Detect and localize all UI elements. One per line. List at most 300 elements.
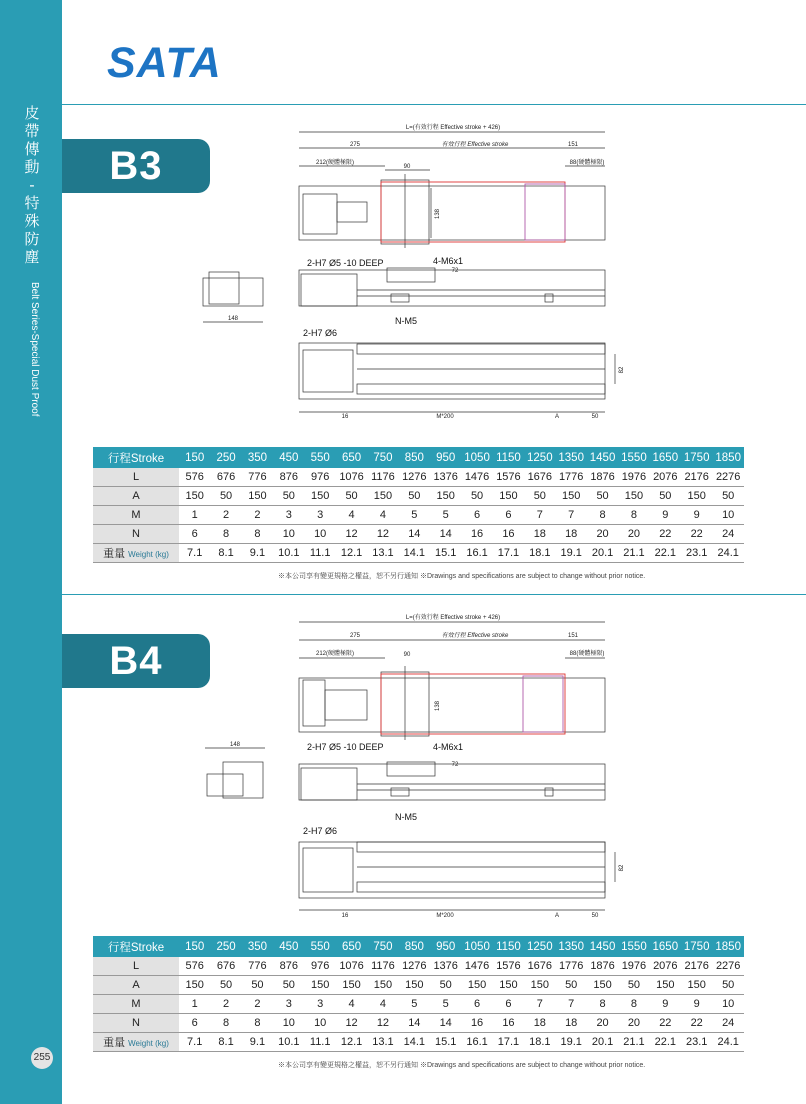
table-cell: 9: [650, 995, 681, 1014]
table-cell: 18: [524, 525, 555, 544]
table-cell: 3: [305, 995, 336, 1014]
table-row: [93, 544, 744, 563]
label-tap: 4-M6x1: [433, 742, 464, 752]
table-cell: 750: [367, 447, 398, 468]
table-cell: 7: [524, 995, 555, 1014]
dim-carriage: 90: [403, 164, 411, 170]
table-row: [93, 506, 744, 525]
label-base-pin: 2-H7 Ø6: [303, 826, 338, 836]
dim-total-length: L=(有效行程 Effective stroke + 426): [405, 125, 501, 131]
dim-bottom-right: 50: [591, 913, 599, 919]
table-cell: 17.1: [493, 1033, 524, 1052]
table-cell: 1850: [712, 936, 744, 957]
table-cell: 576: [179, 468, 210, 487]
table-cell: 24.1: [712, 544, 744, 563]
table-cell: 50: [430, 976, 461, 995]
dim-bottom-left: 16: [341, 414, 349, 420]
dim-bottom-a: A: [554, 414, 560, 420]
table-cell: 11.1: [305, 1033, 336, 1052]
table-cell: 350: [242, 936, 273, 957]
table-cell: 450: [273, 936, 304, 957]
table-cell: 8: [210, 1014, 241, 1033]
dim-height: 138: [435, 700, 441, 712]
table-cell: 22.1: [650, 1033, 681, 1052]
table-cell: 3: [305, 506, 336, 525]
table-cell: 150: [179, 487, 210, 506]
table-cell: L: [93, 957, 179, 976]
disclaimer-note: ※本公司享有變更規格之權益，恕不另行通知 ※Drawings and specifications are subject to change without prior notice.: [278, 1062, 646, 1069]
table-cell: 6: [461, 995, 492, 1014]
dim-carriage: 90: [403, 652, 411, 658]
table-cell: 150: [556, 487, 587, 506]
table-cell: A: [93, 976, 179, 995]
table-cell: 250: [210, 447, 241, 468]
table-cell: 17.1: [493, 544, 524, 563]
table-cell: 950: [430, 447, 461, 468]
table-cell: 150: [336, 976, 367, 995]
table-cell: 22: [681, 525, 712, 544]
table-cell: 23.1: [681, 544, 712, 563]
table-row: [93, 995, 744, 1014]
table-cell: 16: [493, 525, 524, 544]
dim-bottom-left: 16: [341, 913, 349, 919]
table-cell: 150: [461, 976, 492, 995]
table-cell: 2276: [712, 468, 744, 487]
table-cell: 1650: [650, 936, 681, 957]
table-row: [93, 976, 744, 995]
table-cell: 50: [210, 487, 241, 506]
table-cell: 1576: [493, 468, 524, 487]
table-cell: 150: [305, 976, 336, 995]
table-cell: 1476: [461, 957, 492, 976]
table-cell: 8: [242, 1014, 273, 1033]
table-cell: 20: [587, 1014, 618, 1033]
dim-bottom-mid: M*200: [436, 913, 454, 919]
table-cell: 14: [430, 525, 461, 544]
label-pin-hole: 2-H7 Ø5 -10 DEEP: [307, 258, 384, 268]
table-header-row: [93, 936, 744, 957]
table-cell: 23.1: [681, 1033, 712, 1052]
table-cell: 50: [273, 487, 304, 506]
table-cell: 50: [399, 487, 430, 506]
dim-total-length: L=(有效行程 Effective stroke + 426): [405, 615, 501, 621]
table-cell: 50: [242, 976, 273, 995]
table-cell: 6: [179, 1014, 210, 1033]
table-cell: 1876: [587, 957, 618, 976]
dim-bottom-mid: M*200: [436, 414, 454, 420]
dim-right: 151: [567, 142, 579, 148]
table-cell: 8: [618, 506, 649, 525]
table-cell: 5: [430, 506, 461, 525]
table-cell: 576: [179, 957, 210, 976]
table-cell: 24.1: [712, 1033, 744, 1052]
table-cell: 8: [618, 995, 649, 1014]
model-tag-b4: B4: [62, 634, 210, 688]
table-cell: 9.1: [242, 1033, 273, 1052]
table-cell: 12: [336, 1014, 367, 1033]
sidebar-char: 殊: [24, 212, 40, 230]
table-cell: 2076: [650, 957, 681, 976]
table-cell: 850: [399, 447, 430, 468]
table-cell: 16.1: [461, 544, 492, 563]
dim-offset: 72: [451, 268, 459, 274]
table-cell: 1250: [524, 936, 555, 957]
table-cell: 20.1: [587, 544, 618, 563]
table-cell: 150: [242, 487, 273, 506]
table-cell: 1676: [524, 468, 555, 487]
table-cell: 1376: [430, 957, 461, 976]
table-cell: 150: [430, 487, 461, 506]
table-cell: 13.1: [367, 1033, 398, 1052]
table-cell: 22.1: [650, 544, 681, 563]
table-cell: M: [93, 995, 179, 1014]
dim-hard-limit-left: 212(硬體極限): [315, 651, 355, 657]
label-base-pin: 2-H7 Ø6: [303, 328, 338, 338]
table-cell: 50: [650, 487, 681, 506]
sidebar-char: -: [29, 176, 35, 194]
table-row: [93, 525, 744, 544]
table-cell: 1976: [618, 957, 649, 976]
table-cell: 5: [399, 995, 430, 1014]
sidebar: [0, 0, 62, 1104]
table-cell: M: [93, 506, 179, 525]
table-cell: 876: [273, 468, 304, 487]
dim-height: 138: [435, 208, 441, 220]
table-cell: 150: [681, 976, 712, 995]
table-cell: 1176: [367, 957, 398, 976]
table-cell: 976: [305, 468, 336, 487]
table-cell: 9.1: [242, 544, 273, 563]
dim-bottom-a: A: [554, 913, 560, 919]
table-cell: 8.1: [210, 544, 241, 563]
table-cell: 16: [461, 1014, 492, 1033]
table-cell: 重量 Weight (kg): [93, 544, 179, 563]
table-cell: 1050: [461, 447, 492, 468]
table-cell: 50: [461, 487, 492, 506]
table-cell: 2: [210, 506, 241, 525]
dim-stroke: 有效行程 Effective stroke: [441, 142, 509, 148]
table-cell: 1150: [493, 447, 524, 468]
table-cell: 150: [493, 487, 524, 506]
table-cell: 150: [179, 936, 210, 957]
table-cell: 150: [305, 487, 336, 506]
table-cell: 14.1: [399, 544, 430, 563]
table-cell: 150: [367, 976, 398, 995]
table-cell: 10.1: [273, 544, 304, 563]
table-cell: 676: [210, 957, 241, 976]
table-cell: 13.1: [367, 544, 398, 563]
table-cell: 1676: [524, 957, 555, 976]
label-base-tap: N-M5: [395, 812, 417, 822]
table-cell: 20.1: [587, 1033, 618, 1052]
table-cell: 150: [179, 447, 210, 468]
table-cell: 776: [242, 957, 273, 976]
logo-text: SATA: [107, 42, 222, 82]
table-cell: 10: [273, 1014, 304, 1033]
table-cell: 20: [587, 525, 618, 544]
table-cell: 6: [493, 995, 524, 1014]
table-cell: 24: [712, 525, 744, 544]
dim-offset: 72: [451, 762, 459, 768]
table-cell: 8.1: [210, 1033, 241, 1052]
table-cell: 750: [367, 936, 398, 957]
table-row: [93, 468, 744, 487]
table-cell: 18: [556, 1014, 587, 1033]
table-cell: 1076: [336, 468, 367, 487]
disclaimer-note: ※本公司享有變更規格之權益，恕不另行通知 ※Drawings and specifications are subject to change without prior notice.: [278, 573, 646, 580]
table-cell: 150: [399, 976, 430, 995]
table-cell: 4: [336, 506, 367, 525]
table-row: [93, 957, 744, 976]
table-cell: 1576: [493, 957, 524, 976]
table-cell: 12.1: [336, 544, 367, 563]
b4-spec-table: [93, 936, 744, 1052]
table-cell: 3: [273, 506, 304, 525]
table-cell: 14.1: [399, 1033, 430, 1052]
table-cell: 1750: [681, 936, 712, 957]
table-cell: N: [93, 525, 179, 544]
table-cell: 15.1: [430, 1033, 461, 1052]
table-cell: 8: [242, 525, 273, 544]
table-cell: 9: [681, 506, 712, 525]
table-cell: 7: [524, 506, 555, 525]
table-cell: 2176: [681, 957, 712, 976]
table-cell: 19.1: [556, 544, 587, 563]
table-cell: 1550: [618, 936, 649, 957]
table-cell: 150: [524, 976, 555, 995]
dim-hard-limit-right: 88(硬體極限): [569, 160, 605, 166]
table-cell: 10: [712, 995, 744, 1014]
table-cell: 18.1: [524, 1033, 555, 1052]
table-cell: 12: [367, 1014, 398, 1033]
sidebar-char: 帶: [24, 122, 40, 140]
sidebar-char: 防: [24, 230, 40, 248]
table-cell: N: [93, 1014, 179, 1033]
table-cell: 150: [179, 976, 210, 995]
table-cell: 10.1: [273, 1033, 304, 1052]
sidebar-char: 特: [24, 194, 40, 212]
b4-technical-drawing: [195, 610, 635, 922]
table-cell: 50: [618, 976, 649, 995]
table-cell: 16.1: [461, 1033, 492, 1052]
table-cell: 15.1: [430, 544, 461, 563]
table-cell: 50: [524, 487, 555, 506]
label-tap: 4-M6x1: [433, 256, 464, 266]
table-cell: 776: [242, 468, 273, 487]
table-cell: 7.1: [179, 544, 210, 563]
table-cell: 10: [273, 525, 304, 544]
table-cell: 1650: [650, 447, 681, 468]
table-cell: 1776: [556, 468, 587, 487]
dim-end-width: 148: [229, 742, 241, 748]
table-cell: 976: [305, 957, 336, 976]
table-row: [93, 487, 744, 506]
table-cell: 19.1: [556, 1033, 587, 1052]
table-cell: 21.1: [618, 1033, 649, 1052]
table-cell: 150: [681, 487, 712, 506]
table-cell: 10: [305, 1014, 336, 1033]
label-base-tap: N-M5: [395, 316, 417, 326]
table-cell: 2076: [650, 468, 681, 487]
table-cell: 1076: [336, 957, 367, 976]
table-cell: 650: [336, 447, 367, 468]
dim-left: 275: [349, 142, 361, 148]
table-cell: 1476: [461, 468, 492, 487]
table-cell: 14: [399, 1014, 430, 1033]
table-cell: 150: [618, 487, 649, 506]
table-cell: 7: [556, 995, 587, 1014]
table-cell: 50: [587, 487, 618, 506]
table-cell: 150: [493, 976, 524, 995]
table-cell: L: [93, 468, 179, 487]
table-cell: 550: [305, 936, 336, 957]
table-cell: 7: [556, 506, 587, 525]
table-cell: 1: [179, 506, 210, 525]
table-cell: 2276: [712, 957, 744, 976]
page-number: 255: [31, 1047, 53, 1069]
dim-right: 151: [567, 633, 579, 639]
sidebar-char: 傳: [24, 140, 40, 158]
table-cell: 22: [681, 1014, 712, 1033]
table-cell: 1450: [587, 447, 618, 468]
table-cell: 1150: [493, 936, 524, 957]
table-cell: 12.1: [336, 1033, 367, 1052]
sidebar-english-title: Belt Series-Special Dust Proof: [29, 282, 40, 417]
table-cell: 12: [336, 525, 367, 544]
b3-spec-table: [93, 447, 744, 563]
table-cell: 21.1: [618, 544, 649, 563]
table-cell: 24: [712, 1014, 744, 1033]
table-cell: 1276: [399, 468, 430, 487]
dim-base-width: 82: [619, 366, 625, 374]
table-header-row: [93, 447, 744, 468]
stroke-header: 行程Stroke: [93, 447, 179, 468]
table-cell: 6: [179, 525, 210, 544]
table-cell: 1050: [461, 936, 492, 957]
table-cell: 1776: [556, 957, 587, 976]
table-cell: 50: [712, 976, 744, 995]
table-cell: 550: [305, 447, 336, 468]
table-cell: 22: [650, 525, 681, 544]
table-cell: 2176: [681, 468, 712, 487]
sata-logo: [107, 42, 227, 82]
table-cell: 20: [618, 525, 649, 544]
section-divider: [62, 104, 806, 105]
dim-hard-limit-left: 212(硬體極限): [315, 160, 355, 166]
table-cell: 7.1: [179, 1033, 210, 1052]
table-cell: 450: [273, 447, 304, 468]
table-cell: 950: [430, 936, 461, 957]
table-cell: 9: [650, 506, 681, 525]
table-cell: 850: [399, 936, 430, 957]
table-cell: 676: [210, 468, 241, 487]
table-cell: 2: [242, 506, 273, 525]
table-cell: 1176: [367, 468, 398, 487]
dim-end-width: 148: [227, 316, 239, 322]
table-cell: 6: [461, 506, 492, 525]
table-cell: 8: [587, 506, 618, 525]
table-cell: 1450: [587, 936, 618, 957]
table-cell: 16: [493, 1014, 524, 1033]
table-cell: 8: [210, 525, 241, 544]
table-cell: 10: [305, 525, 336, 544]
table-cell: 1250: [524, 447, 555, 468]
table-cell: 18: [556, 525, 587, 544]
table-cell: 150: [367, 487, 398, 506]
table-cell: 1350: [556, 447, 587, 468]
table-cell: 1876: [587, 468, 618, 487]
table-cell: 3: [273, 995, 304, 1014]
table-cell: 11.1: [305, 544, 336, 563]
table-cell: 12: [367, 525, 398, 544]
table-cell: A: [93, 487, 179, 506]
table-cell: 50: [210, 976, 241, 995]
model-tag-b3: B3: [62, 139, 210, 193]
table-row: [93, 1014, 744, 1033]
table-cell: 350: [242, 447, 273, 468]
table-cell: 876: [273, 957, 304, 976]
sidebar-chinese-title: [22, 104, 42, 266]
table-cell: 1376: [430, 468, 461, 487]
table-cell: 18.1: [524, 544, 555, 563]
sidebar-char: 塵: [24, 248, 40, 266]
table-cell: 5: [399, 506, 430, 525]
table-cell: 1276: [399, 957, 430, 976]
table-cell: 50: [336, 487, 367, 506]
table-cell: 650: [336, 936, 367, 957]
table-cell: 4: [336, 995, 367, 1014]
section-divider: [62, 594, 806, 595]
table-cell: 50: [273, 976, 304, 995]
table-cell: 1976: [618, 468, 649, 487]
table-cell: 5: [430, 995, 461, 1014]
table-cell: 2: [242, 995, 273, 1014]
table-cell: 9: [681, 995, 712, 1014]
table-cell: 14: [399, 525, 430, 544]
table-cell: 1350: [556, 936, 587, 957]
b3-technical-drawing: [195, 118, 635, 424]
table-cell: 8: [587, 995, 618, 1014]
table-cell: 10: [712, 506, 744, 525]
table-cell: 4: [367, 506, 398, 525]
table-cell: 150: [587, 976, 618, 995]
table-cell: 14: [430, 1014, 461, 1033]
table-cell: 1750: [681, 447, 712, 468]
dim-base-width: 82: [619, 864, 625, 872]
table-cell: 2: [210, 995, 241, 1014]
table-cell: 50: [712, 487, 744, 506]
table-cell: 50: [556, 976, 587, 995]
label-pin-hole: 2-H7 Ø5 -10 DEEP: [307, 742, 384, 752]
dim-bottom-right: 50: [591, 414, 599, 420]
dim-left: 275: [349, 633, 361, 639]
dim-stroke: 有效行程 Effective stroke: [441, 633, 509, 639]
table-cell: 250: [210, 936, 241, 957]
dim-hard-limit-right: 88(硬體極限): [569, 651, 605, 657]
sidebar-char: 動: [24, 158, 40, 176]
table-cell: 6: [493, 506, 524, 525]
table-cell: 1550: [618, 447, 649, 468]
table-cell: 1850: [712, 447, 744, 468]
table-cell: 1: [179, 995, 210, 1014]
table-cell: 150: [650, 976, 681, 995]
table-cell: 18: [524, 1014, 555, 1033]
sidebar-char: 皮: [24, 104, 40, 122]
stroke-header: 行程Stroke: [93, 936, 179, 957]
table-cell: 4: [367, 995, 398, 1014]
table-cell: 20: [618, 1014, 649, 1033]
table-cell: 16: [461, 525, 492, 544]
